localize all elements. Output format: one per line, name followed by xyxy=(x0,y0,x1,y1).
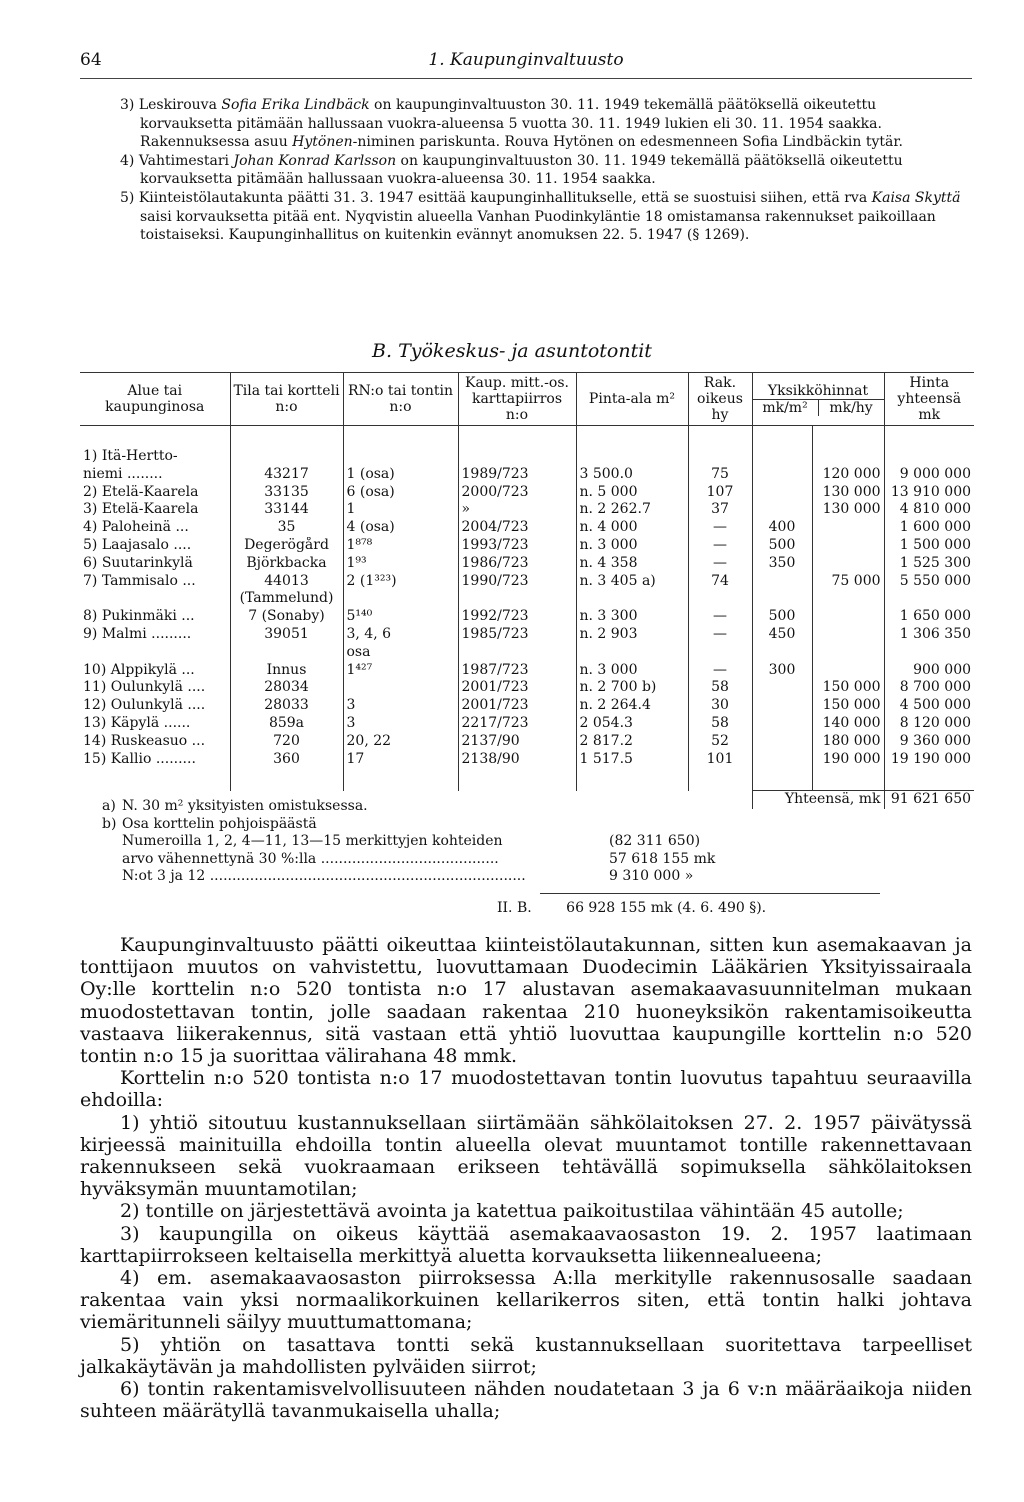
cell-yks-hy xyxy=(812,662,884,680)
cell-rn: 1⁴²⁷ xyxy=(343,662,458,680)
col-header-yks xyxy=(752,373,884,426)
paragraph: 6) tontin rakentamisvelvollisuuteen nähden noudatetaan 3 ja 6 v:n määräaikoja niiden suhteen määrätyllä tavanmukaisella uhalla; xyxy=(80,1378,972,1423)
cell-alue: niemi ........ xyxy=(80,466,230,484)
cell-tila: 44013 xyxy=(230,573,343,591)
cell-yks-hy: 150 000 xyxy=(812,679,884,697)
cell-rn: 4 (osa) xyxy=(343,519,458,537)
cell-hinta: 1 500 000 xyxy=(899,536,972,553)
paragraph: 3) kaupungilla on oikeus käyttää asemakaavaosaston 19. 2. 1957 laatimaan karttapiirrokseen keltaisella merkittyä aluetta korvauksetta liikennealueena; xyxy=(80,1222,972,1267)
notes-section xyxy=(120,96,970,245)
cell-yks-m2 xyxy=(752,573,812,591)
cell-yks-m2 xyxy=(752,501,812,519)
cell-rak: — xyxy=(688,555,752,573)
note-5: 5) Kiinteistölautakunta päätti 31. 3. 1947 esittää kaupunginhallitukselle, että se suostuisi siihen, että rva Kaisa Skyttä saisi korvauksetta pitää ent. Nyqvistin alueella Vanhan Puodinkyläntie 18 omistamansa rakennukset paikoillaan toistaiseksi. Kaupunginhallitus on kuitenkin evännyt anomuksen 22. 5. 1947 (§ 1269). xyxy=(120,189,961,244)
table-row xyxy=(80,662,974,680)
cell-yks-m2: 450 xyxy=(752,626,812,644)
cell-alue: 9) Malmi ......... xyxy=(80,626,230,644)
cell-rak: 101 xyxy=(688,751,752,769)
cell-rn xyxy=(343,590,458,608)
cell-yks-hy: 190 000 xyxy=(812,751,884,769)
paragraph: 2) tontille on järjestettävä avointa ja katettua paikoitustilaa vähintään 45 autolle; xyxy=(120,1200,904,1223)
cell-yks-m2: 350 xyxy=(752,555,812,573)
cell-yks-hy xyxy=(812,519,884,537)
cell-tila: 33144 xyxy=(230,501,343,519)
cell-tila: Innus xyxy=(230,662,343,680)
cell-alue: 8) Pukinmäki ... xyxy=(80,608,230,626)
footnotes xyxy=(102,798,852,886)
col-header-tila: Tila tai kortteli n:o xyxy=(230,373,343,426)
cell-kaup xyxy=(458,448,576,466)
cell-tila: 859a xyxy=(230,715,343,733)
calc-value-3: 9 310 000 » xyxy=(609,868,694,885)
cell-rak: 52 xyxy=(688,733,752,751)
calc-line-1: Numeroilla 1, 2, 4—11, 13—15 merkittyjen kohteiden xyxy=(122,833,503,850)
cell-hinta: 13 910 000 xyxy=(890,483,972,500)
col-header-alue: Alue tai kaupunginosa xyxy=(80,373,230,426)
cell-tila: Degerögård xyxy=(230,537,343,555)
page-header xyxy=(80,50,972,79)
cell-kaup: 1986/723 xyxy=(458,555,576,573)
cell-yks-m2 xyxy=(752,733,812,751)
cell-hinta: 9 360 000 xyxy=(899,732,972,749)
cell-hinta: 19 190 000 xyxy=(890,750,972,767)
table-row xyxy=(80,626,974,644)
cell-tila: 33135 xyxy=(230,484,343,502)
cell-yks-m2 xyxy=(752,484,812,502)
cell-rn: 2 (1³²³) xyxy=(343,573,458,591)
table-row xyxy=(80,608,974,626)
cell-rak: 75 xyxy=(688,466,752,484)
cell-hinta: 1 525 300 xyxy=(899,554,972,571)
cell-yks-hy xyxy=(812,644,884,662)
table-row xyxy=(80,644,974,662)
table-row xyxy=(80,751,974,769)
cell-yks-m2 xyxy=(752,715,812,733)
cell-yks-m2: 500 xyxy=(752,608,812,626)
cell-kaup: 1993/723 xyxy=(458,537,576,555)
table-row xyxy=(80,715,974,733)
cell-alue: 6) Suutarinkylä xyxy=(80,555,230,573)
calc-value-1: (82 311 650) xyxy=(609,833,701,850)
paragraph: 4) em. asemakaavaosaston piirroksessa A:lla merkitylle rakennusosalle saadaan rakentaa vain yksi normaalikorkuinen kellarikerros siten, että tontin halki johtava viemäritunneli säilyy muuttumattomana; xyxy=(80,1267,972,1334)
cell-yks-hy: 180 000 xyxy=(812,733,884,751)
col-header-pinta: Pinta-ala m² xyxy=(576,373,688,426)
footnote-b-label: b) xyxy=(102,815,117,832)
table-row xyxy=(80,733,974,751)
cell-tila: 39051 xyxy=(230,626,343,644)
cell-tila: 28034 xyxy=(230,679,343,697)
cell-hinta xyxy=(884,644,974,662)
cell-alue xyxy=(80,644,230,662)
calc-line-3: N:ot 3 ja 12 ....................................................................... xyxy=(122,868,526,885)
cell-rak: — xyxy=(688,626,752,644)
cell-alue: 13) Käpylä ...... xyxy=(80,715,230,733)
paragraph: Korttelin n:o 520 tontista n:o 17 muodostettavan tontin luovutus tapahtuu seuraavilla ehdoilla: xyxy=(80,1067,972,1112)
calc-line-2: arvo vähennettynä 30 %:lla ........................................ xyxy=(122,850,499,867)
cell-alue: 1) Itä-Hertto- xyxy=(80,448,230,466)
cell-pinta: n. 2 264.4 xyxy=(576,697,688,715)
footnote-a-label: a) xyxy=(102,798,116,814)
total-value: 91 621 650 xyxy=(884,791,974,809)
cell-alue xyxy=(80,590,230,608)
cell-kaup: » xyxy=(458,501,576,519)
body-text xyxy=(80,934,972,1422)
cell-pinta: n. 3 405 a) xyxy=(576,573,688,591)
cell-kaup: 1987/723 xyxy=(458,662,576,680)
cell-pinta xyxy=(576,644,688,662)
cell-rn: 1⁹³ xyxy=(343,555,458,573)
paragraph: 5) yhtiön on tasattava tontti sekä kustannuksellaan suoritettava tarpeelliset jalkakäytävän ja mahdollisten pylväiden siirrot; xyxy=(80,1333,972,1378)
section-title: B. Työkeskus- ja asuntotontit xyxy=(372,340,652,362)
cell-kaup: 1985/723 xyxy=(458,626,576,644)
cell-yks-m2: 500 xyxy=(752,537,812,555)
cell-pinta: n. 3 300 xyxy=(576,608,688,626)
cell-alue: 5) Laajasalo .... xyxy=(80,537,230,555)
cell-rak xyxy=(688,448,752,466)
cell-rn: 1 (osa) xyxy=(343,466,458,484)
cell-kaup: 1992/723 xyxy=(458,608,576,626)
cell-pinta xyxy=(576,590,688,608)
table-row xyxy=(80,573,974,591)
col-header-rak: Rak. oikeus hy xyxy=(688,373,752,426)
footnote-a-text: N. 30 m² yksityisten omistuksessa. xyxy=(122,798,368,814)
plots-table xyxy=(80,372,974,809)
cell-kaup xyxy=(458,644,576,662)
table-row xyxy=(80,590,974,608)
cell-kaup: 1990/723 xyxy=(458,573,576,591)
table-row xyxy=(80,519,974,537)
cell-hinta: 4 500 000 xyxy=(899,697,972,714)
cell-rn: 1 xyxy=(343,501,458,519)
cell-kaup: 2004/723 xyxy=(458,519,576,537)
col-header-kaup: Kaup. mitt.-os. karttapiirros n:o xyxy=(458,373,576,426)
cell-hinta xyxy=(884,590,974,608)
cell-rn: 20, 22 xyxy=(343,733,458,751)
table-row xyxy=(80,537,974,555)
cell-yks-hy xyxy=(812,590,884,608)
cell-yks-hy xyxy=(812,448,884,466)
cell-kaup: 2001/723 xyxy=(458,697,576,715)
yks-title: Yksikköhinnat xyxy=(753,383,884,400)
cell-hinta: 1 600 000 xyxy=(899,519,972,536)
cell-rn: 6 (osa) xyxy=(343,484,458,502)
cell-rak: — xyxy=(688,608,752,626)
cell-tila: (Tammelund) xyxy=(230,590,343,608)
note-4: 4) Vahtimestari Johan Konrad Karlsson on kaupunginvaltuuston 30. 11. 1949 tekemällä päätöksellä oikeutettu korvauksetta pitämään hallussaan vuokra-alueensa 30. 11. 1954 saakka. xyxy=(120,152,903,188)
cell-rn xyxy=(343,679,458,697)
cell-rak: — xyxy=(688,519,752,537)
cell-hinta: 5 550 000 xyxy=(899,572,972,589)
cell-rn: 3 xyxy=(343,715,458,733)
yks-sub-hy: mk/hy xyxy=(829,399,873,416)
cell-pinta: 2 054.3 xyxy=(576,715,688,733)
cell-yks-m2 xyxy=(752,590,812,608)
cell-hinta: 9 000 000 xyxy=(899,465,972,482)
cell-yks-hy: 130 000 xyxy=(812,501,884,519)
cell-yks-hy xyxy=(812,626,884,644)
cell-tila xyxy=(230,448,343,466)
table-header-row xyxy=(80,373,974,426)
cell-yks-m2 xyxy=(752,679,812,697)
cell-rn: 17 xyxy=(343,751,458,769)
cell-rak: — xyxy=(688,537,752,555)
cell-yks-hy: 130 000 xyxy=(812,484,884,502)
cell-pinta: 1 517.5 xyxy=(576,751,688,769)
col-header-rn: RN:o tai tontin n:o xyxy=(343,373,458,426)
cell-rak: 58 xyxy=(688,679,752,697)
cell-pinta: 2 817.2 xyxy=(576,733,688,751)
paragraph: Kaupunginvaltuusto päätti oikeuttaa kiinteistölautakunnan, sitten kun asemakaavan ja tonttijaon muutos on vahvistettu, luovuttamaan Duodecimin Lääkärien Yksityissairaala Oy:lle korttelin n:o 520 tontista n:o 17 alustavan asemakaavasuunnitelman mukaan muodostettavan tontin, jolle saadaan rakentaa 210 huoneyksikön rakentamisoikeutta vastaava liikerakennus, sitä vastaan että yhtiö luovuttaa kaupungille korttelin n:o 520 tontin n:o 15 ja suorittaa välirahana 48 mmk. xyxy=(80,934,972,1068)
cell-alue: 4) Paloheinä ... xyxy=(80,519,230,537)
cell-rak xyxy=(688,644,752,662)
cell-hinta: 1 306 350 xyxy=(899,625,972,642)
cell-rak: 58 xyxy=(688,715,752,733)
cell-kaup: 2138/90 xyxy=(458,751,576,769)
cell-yks-hy: 120 000 xyxy=(812,466,884,484)
cell-yks-m2 xyxy=(752,466,812,484)
sum-row xyxy=(497,900,796,916)
cell-alue: 10) Alppikylä ... xyxy=(80,662,230,680)
cell-rak: 107 xyxy=(688,484,752,502)
paragraph: 1) yhtiö sitoutuu kustannuksellaan siirtämään sähkölaitoksen 27. 2. 1957 päivätyssä kirjeessä mainituilla ehdoilla tontin alueella olevat muuntamot tontille rakennettavaan rakennukseen sekä vuokraamaan erikseen tehtävällä sopimuksella sähkölaitoksen hyväksymän muuntamotilan; xyxy=(80,1111,972,1201)
table-row xyxy=(80,679,974,697)
table-row xyxy=(80,466,974,484)
cell-rn: 3, 4, 6 xyxy=(343,626,458,644)
table-row xyxy=(80,555,974,573)
cell-yks-m2: 400 xyxy=(752,519,812,537)
cell-kaup xyxy=(458,590,576,608)
sum-divider xyxy=(540,893,880,894)
cell-rak: 37 xyxy=(688,501,752,519)
cell-pinta: n. 2 262.7 xyxy=(576,501,688,519)
cell-rn xyxy=(343,448,458,466)
cell-hinta: 8 120 000 xyxy=(899,714,972,731)
cell-alue: 14) Ruskeasuo ... xyxy=(80,733,230,751)
cell-tila: Björkbacka xyxy=(230,555,343,573)
cell-yks-hy: 140 000 xyxy=(812,715,884,733)
cell-yks-m2: 300 xyxy=(752,662,812,680)
cell-hinta xyxy=(884,448,974,466)
cell-rak: 30 xyxy=(688,697,752,715)
yks-sub-m2: mk/m² xyxy=(753,400,819,416)
sum-value: 66 928 155 mk (4. 6. 490 §). xyxy=(566,900,767,916)
cell-rak xyxy=(688,590,752,608)
cell-tila: 35 xyxy=(230,519,343,537)
cell-yks-hy: 150 000 xyxy=(812,697,884,715)
cell-pinta: n. 2 903 xyxy=(576,626,688,644)
col-header-hinta: Hinta yhteensä mk xyxy=(884,373,974,426)
cell-pinta: 3 500.0 xyxy=(576,466,688,484)
cell-alue: 12) Oulunkylä .... xyxy=(80,697,230,715)
cell-tila: 720 xyxy=(230,733,343,751)
cell-rn: 3 xyxy=(343,697,458,715)
cell-alue: 11) Oulunkylä .... xyxy=(80,679,230,697)
sum-label: II. B. xyxy=(497,900,532,916)
page-number: 64 xyxy=(80,50,102,70)
cell-hinta: 900 000 xyxy=(913,661,972,678)
table-row xyxy=(80,697,974,715)
cell-kaup: 2001/723 xyxy=(458,679,576,697)
cell-kaup: 2000/723 xyxy=(458,484,576,502)
running-title: 1. Kaupunginvaltuusto xyxy=(428,50,624,70)
table-row xyxy=(80,501,974,519)
cell-rak: — xyxy=(688,662,752,680)
cell-hinta: 8 700 000 xyxy=(899,679,972,696)
cell-tila: 43217 xyxy=(230,466,343,484)
cell-alue: 7) Tammisalo ... xyxy=(80,573,230,591)
cell-tila: 28033 xyxy=(230,697,343,715)
footnote-b-text: Osa korttelin pohjoispäästä xyxy=(122,815,317,832)
cell-yks-m2 xyxy=(752,644,812,662)
cell-alue: 2) Etelä-Kaarela xyxy=(80,484,230,502)
cell-yks-hy xyxy=(812,555,884,573)
cell-yks-hy: 75 000 xyxy=(812,573,884,591)
cell-hinta: 1 650 000 xyxy=(899,608,972,625)
cell-pinta: n. 3 000 xyxy=(576,662,688,680)
table-row xyxy=(80,484,974,502)
cell-rn: osa xyxy=(343,644,458,662)
cell-hinta: 4 810 000 xyxy=(899,501,972,518)
cell-yks-hy xyxy=(812,537,884,555)
cell-pinta: n. 3 000 xyxy=(576,537,688,555)
cell-alue: 3) Etelä-Kaarela xyxy=(80,501,230,519)
table-row xyxy=(80,448,974,466)
cell-alue: 15) Kallio ......... xyxy=(80,751,230,769)
cell-tila: 7 (Sonaby) xyxy=(230,608,343,626)
cell-kaup: 2137/90 xyxy=(458,733,576,751)
cell-kaup: 2217/723 xyxy=(458,715,576,733)
cell-pinta: n. 5 000 xyxy=(576,484,688,502)
cell-yks-hy xyxy=(812,608,884,626)
cell-yks-m2 xyxy=(752,448,812,466)
cell-yks-m2 xyxy=(752,697,812,715)
cell-rak: 74 xyxy=(688,573,752,591)
total-label: Yhteensä, mk xyxy=(752,791,884,809)
cell-pinta: n. 4 358 xyxy=(576,555,688,573)
calc-value-2: 57 618 155 mk xyxy=(609,850,716,867)
cell-pinta: n. 2 700 b) xyxy=(576,679,688,697)
cell-yks-m2 xyxy=(752,751,812,769)
cell-tila: 360 xyxy=(230,751,343,769)
cell-tila xyxy=(230,644,343,662)
cell-rn: 5¹⁴⁰ xyxy=(343,608,458,626)
cell-pinta: n. 4 000 xyxy=(576,519,688,537)
cell-kaup: 1989/723 xyxy=(458,466,576,484)
cell-pinta xyxy=(576,448,688,466)
cell-rn: 1⁸⁷⁸ xyxy=(343,537,458,555)
note-3: 3) Leskirouva Sofia Erika Lindbäck on kaupunginvaltuuston 30. 11. 1949 tekemällä päätöksellä oikeutettu korvauksetta pitämään hallussaan vuokra-alueensa 5 vuotta 30. 11. 1949 lukien eli 30. 11. 1954 saakka. Rakennuksessa asuu Hytönen-niminen pariskunta. Rouva Hytönen on edesmenneen Sofia Lindbäckin tytär. xyxy=(120,97,903,151)
